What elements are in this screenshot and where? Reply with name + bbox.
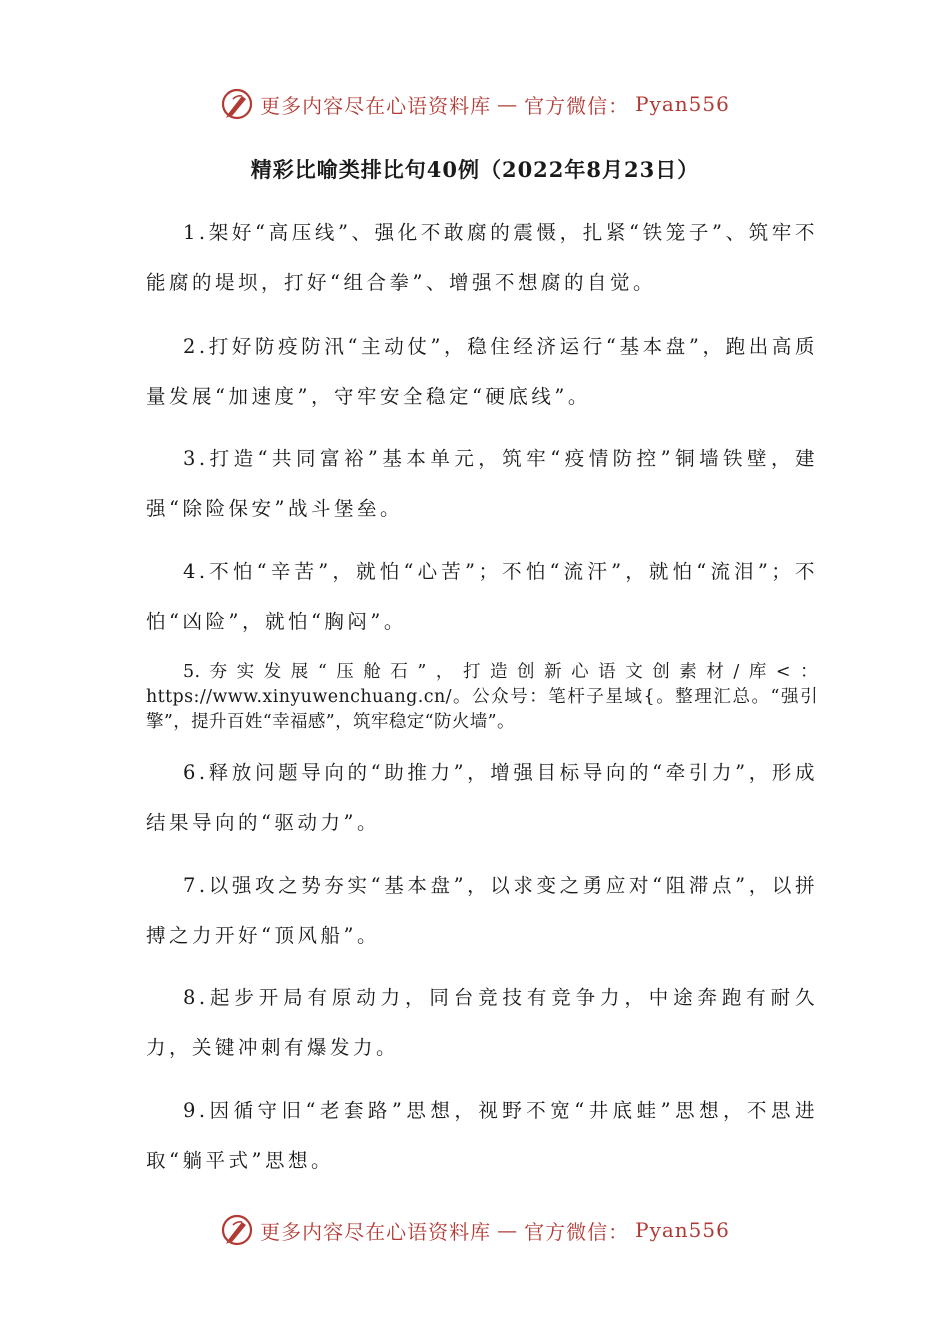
header-dash: — — [497, 92, 519, 116]
list-item: 9.因循守旧“老套路”思想，视野不宽“井底蛙”思想，不思进取“躺平式”思想。 — [146, 1099, 818, 1172]
footer-wechat-id: Pyan556 — [635, 1218, 730, 1242]
footer-wechat-label: 官方微信： — [524, 1219, 630, 1244]
header-wechat-id: Pyan556 — [635, 92, 730, 116]
footer-site-text: 更多内容尽在心语资料库 — [260, 1219, 492, 1244]
pen-logo-icon — [220, 1213, 254, 1247]
header-site-text: 更多内容尽在心语资料库 — [260, 93, 492, 118]
header-wechat-label: 官方微信： — [524, 93, 630, 118]
header-banner — [0, 84, 950, 124]
list-item: 1.架好“高压线”、强化不敢腐的震慑，扎紧“铁笼子”、筑牢不能腐的堤坝，打好“组合拳”、增强不想腐的自觉。 — [146, 221, 818, 294]
list-item: 4.不怕“辛苦”，就怕“心苦”；不怕“流汗”，就怕“流泪”；不怕“凶险”，就怕“胸闷”。 — [146, 560, 818, 633]
footer-dash: — — [497, 1218, 519, 1242]
list-item: 2.打好防疫防汛“主动仗”，稳住经济运行“基本盘”，跑出高质量发展“加速度”，守牢安全稳定“硬底线”。 — [146, 335, 818, 408]
list-item: 6.释放问题导向的“助推力”，增强目标导向的“牵引力”，形成结果导向的“驱动力”。 — [146, 761, 818, 834]
list-item: 7.以强攻之势夯实“基本盘”，以求变之勇应对“阻滞点”，以拼搏之力开好“顶风船”。 — [146, 874, 818, 947]
list-item: 3.打造“共同富裕”基本单元，筑牢“疫情防控”铜墙铁壁，建强“除险保安”战斗堡垒。 — [146, 447, 818, 520]
pen-logo-icon — [220, 87, 254, 121]
list-item: 8.起步开局有原动力，同台竞技有竞争力，中途奔跑有耐久力，关键冲刺有爆发力。 — [146, 986, 818, 1059]
list-item: 5.夯实发展“压舱石”，打造创新心语文创素材/库<：https://www.xinyuwenchuang.cn/。公众号：笔杆子星域{。整理汇总。“强引擎”，提升百姓“幸福感”，筑牢稳定“防火墙”。 — [146, 662, 818, 732]
footer-banner — [0, 1210, 950, 1250]
document-title: 精彩比喻类排比句40例（2022年8月23日） — [250, 157, 700, 182]
